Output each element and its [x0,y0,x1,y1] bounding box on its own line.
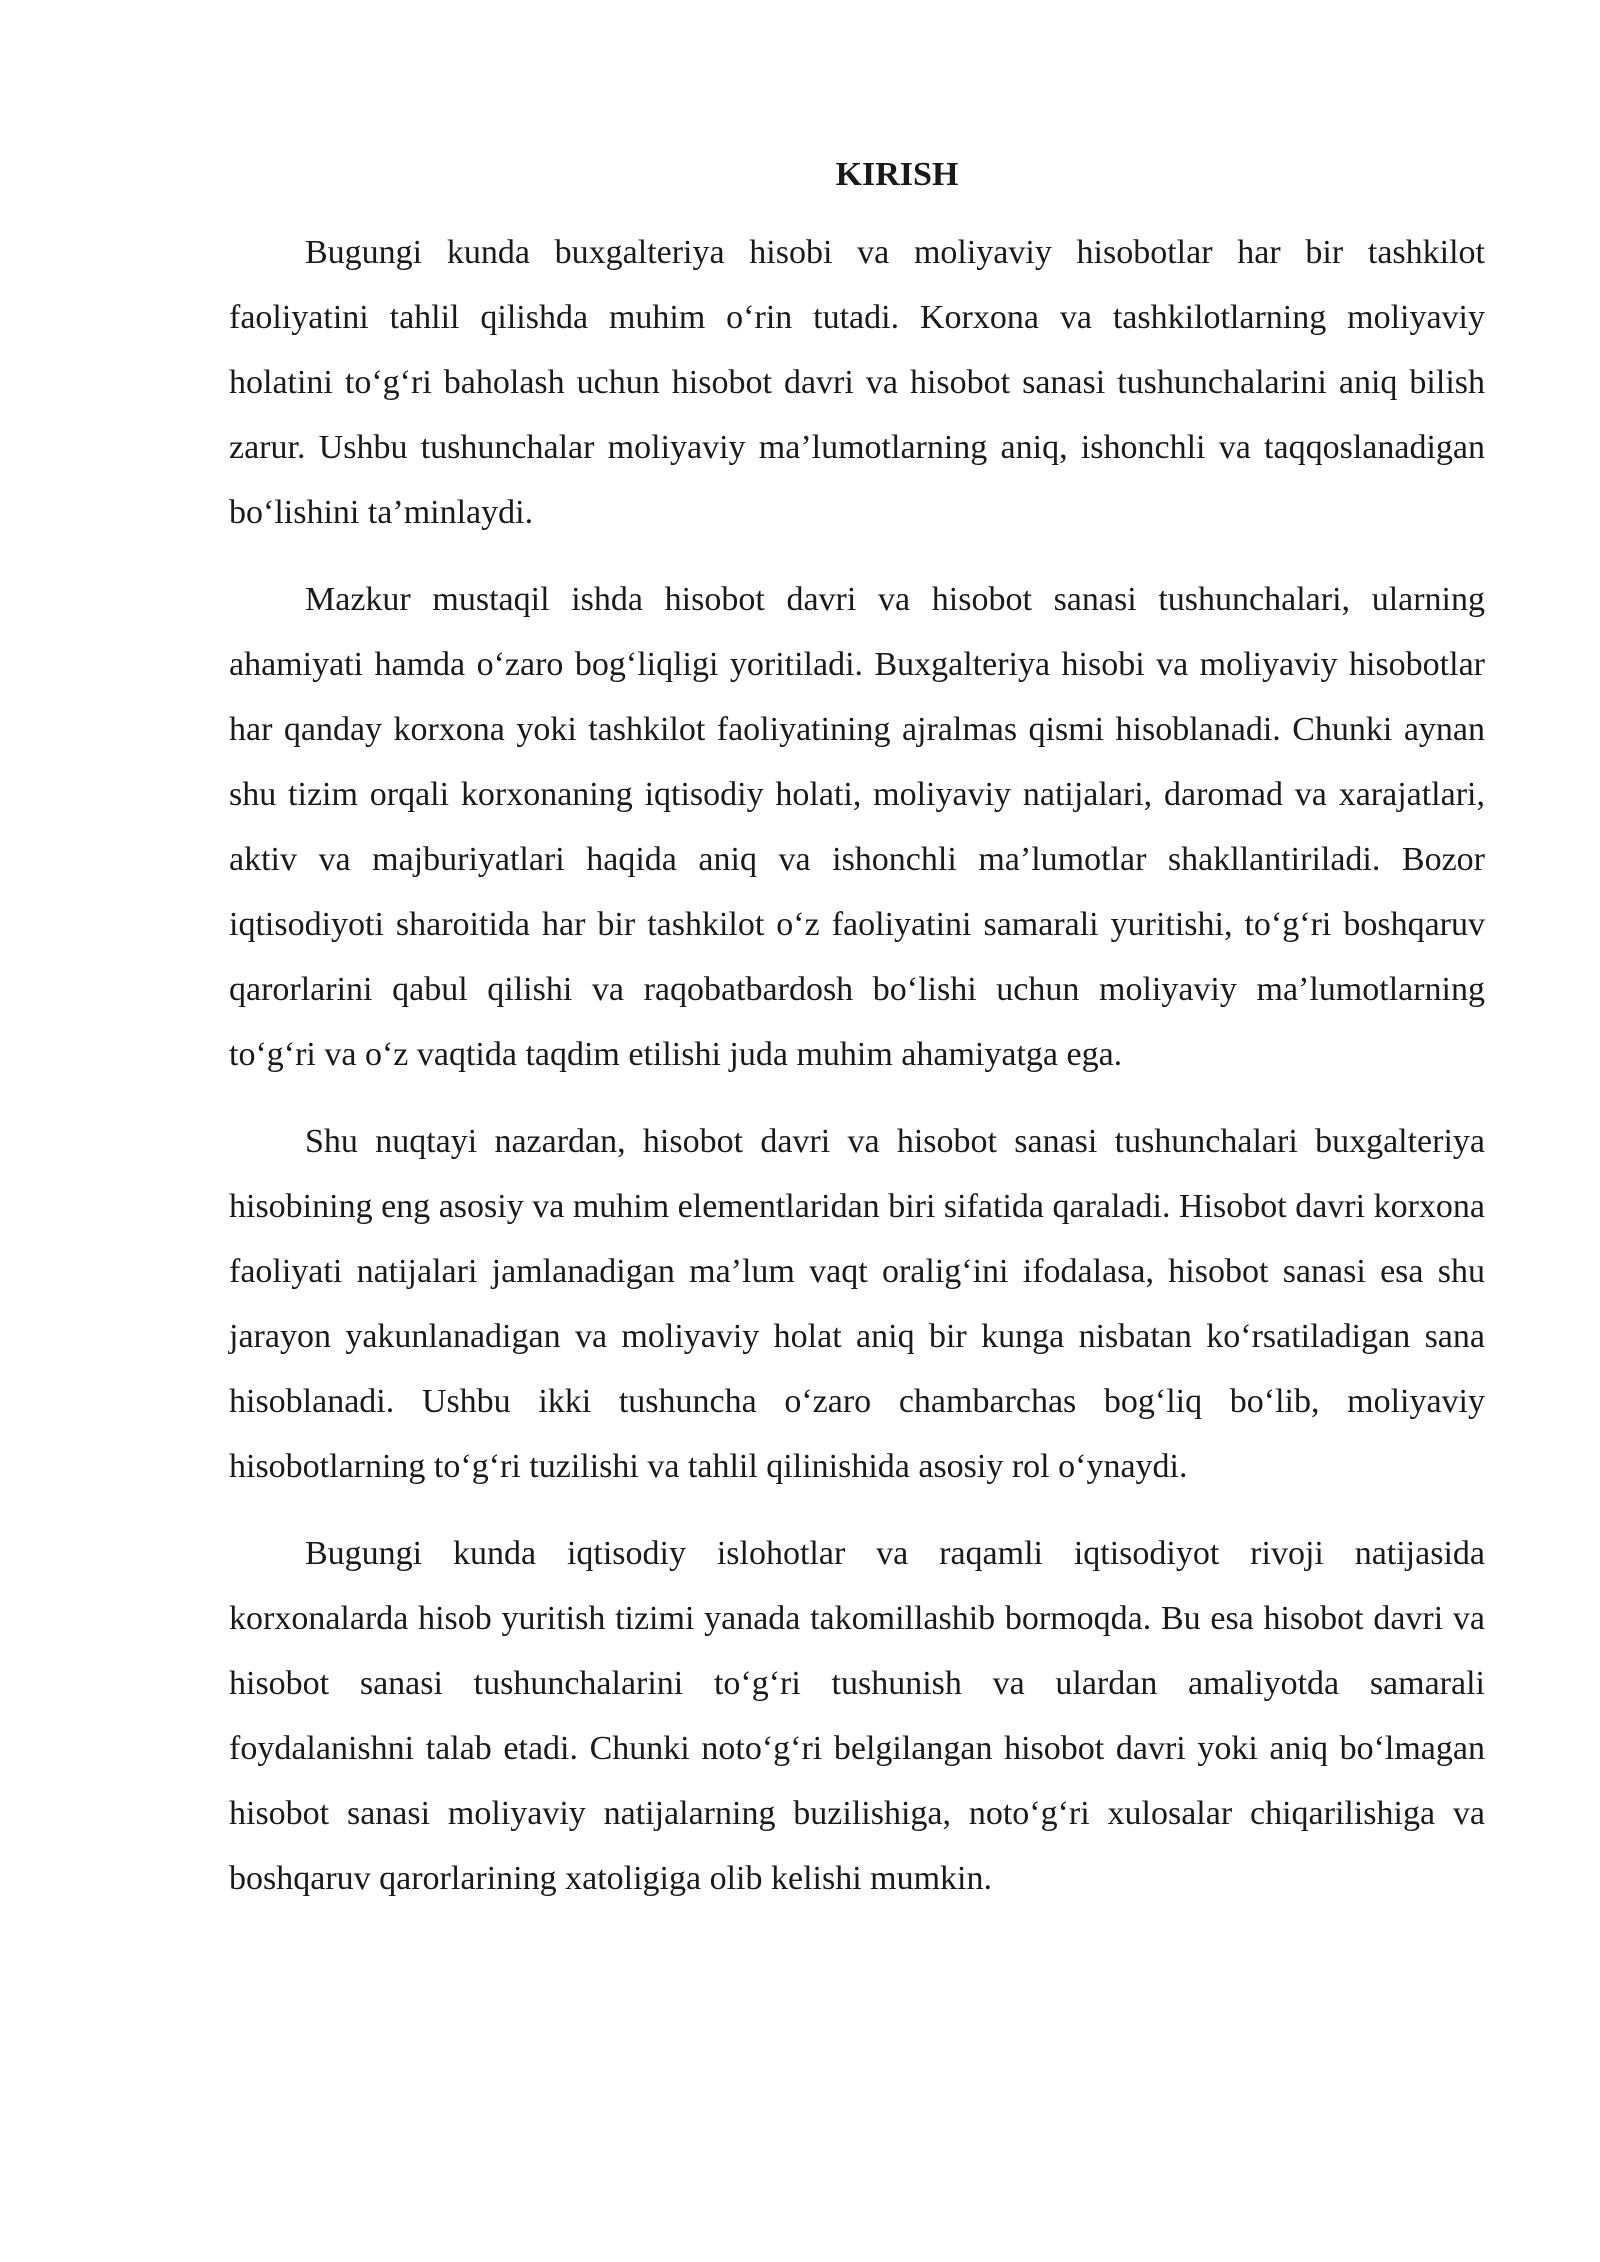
paragraph-4: Bugungi kunda iqtisodiy islohotlar va raqamli iqtisodiyot rivoji natijasida korxonalarda hisob yuritish tizimi yanada takomillashib bormoqda. Bu esa hisobot davri va hisobot sanasi tushunchalarini to‘g‘ri tushunish va ulardan amaliyotda samarali foydalanishni talab etadi. Chunki noto‘g‘ri belgilangan hisobot davri yoki aniq bo‘lmagan hisobot sanasi moliyaviy natijalarning buzilishiga, noto‘g‘ri xulosalar chiqarilishiga va boshqaruv qarorlarining xatoligiga olib kelishi mumkin. [229,1535,1485,1897]
paragraph-1: Bugungi kunda buxgalteriya hisobi va moliyaviy hisobotlar har bir tashkilot faoliyatini tahlil qilishda muhim o‘rin tutadi. Korxona va tashkilotlarning moliyaviy holatini to‘g‘ri baholash uchun hisobot davri va hisobot sanasi tushunchalarini aniq bilish zarur. Ushbu tushunchalar moliyaviy ma’lumotlarning aniq, ishonchli va taqqoslanadigan bo‘lishini ta’minlaydi. [229,234,1485,531]
document-body [229,150,1485,1933]
page-title: KIRISH [835,156,959,193]
paragraph-2: Mazkur mustaqil ishda hisobot davri va hisobot sanasi tushunchalari, ularning ahamiyati hamda o‘zaro bog‘liqligi yoritiladi. Buxgalteriya hisobi va moliyaviy hisobotlar har qanday korxona yoki tashkilot faoliyatining ajralmas qismi hisoblanadi. Chunki aynan shu tizim orqali korxonaning iqtisodiy holati, moliyaviy natijalari, daromad va xarajatlari, aktiv va majburiyatlari haqida aniq va ishonchli ma’lumotlar shakllantiriladi. Bozor iqtisodiyoti sharoitida har bir tashkilot o‘z faoliyatini samarali yuritishi, to‘g‘ri boshqaruv qarorlarini qabul qilishi va raqobatbardosh bo‘lishi uchun moliyaviy ma’lumotlarning to‘g‘ri va o‘z vaqtida taqdim etilishi juda muhim ahamiyatga ega. [229,581,1485,1073]
paragraph-3: Shu nuqtayi nazardan, hisobot davri va hisobot sanasi tushunchalari buxgalteriya hisobining eng asosiy va muhim elementlaridan biri sifatida qaraladi. Hisobot davri korxona faoliyati natijalari jamlanadigan ma’lum vaqt oralig‘ini ifodalasa, hisobot sanasi esa shu jarayon yakunlanadigan va moliyaviy holat aniq bir kunga nisbatan ko‘rsatiladigan sana hisoblanadi. Ushbu ikki tushuncha o‘zaro chambarchas bog‘liq bo‘lib, moliyaviy hisobotlarning to‘g‘ri tuzilishi va tahlil qilinishida asosiy rol o‘ynaydi. [229,1123,1485,1485]
